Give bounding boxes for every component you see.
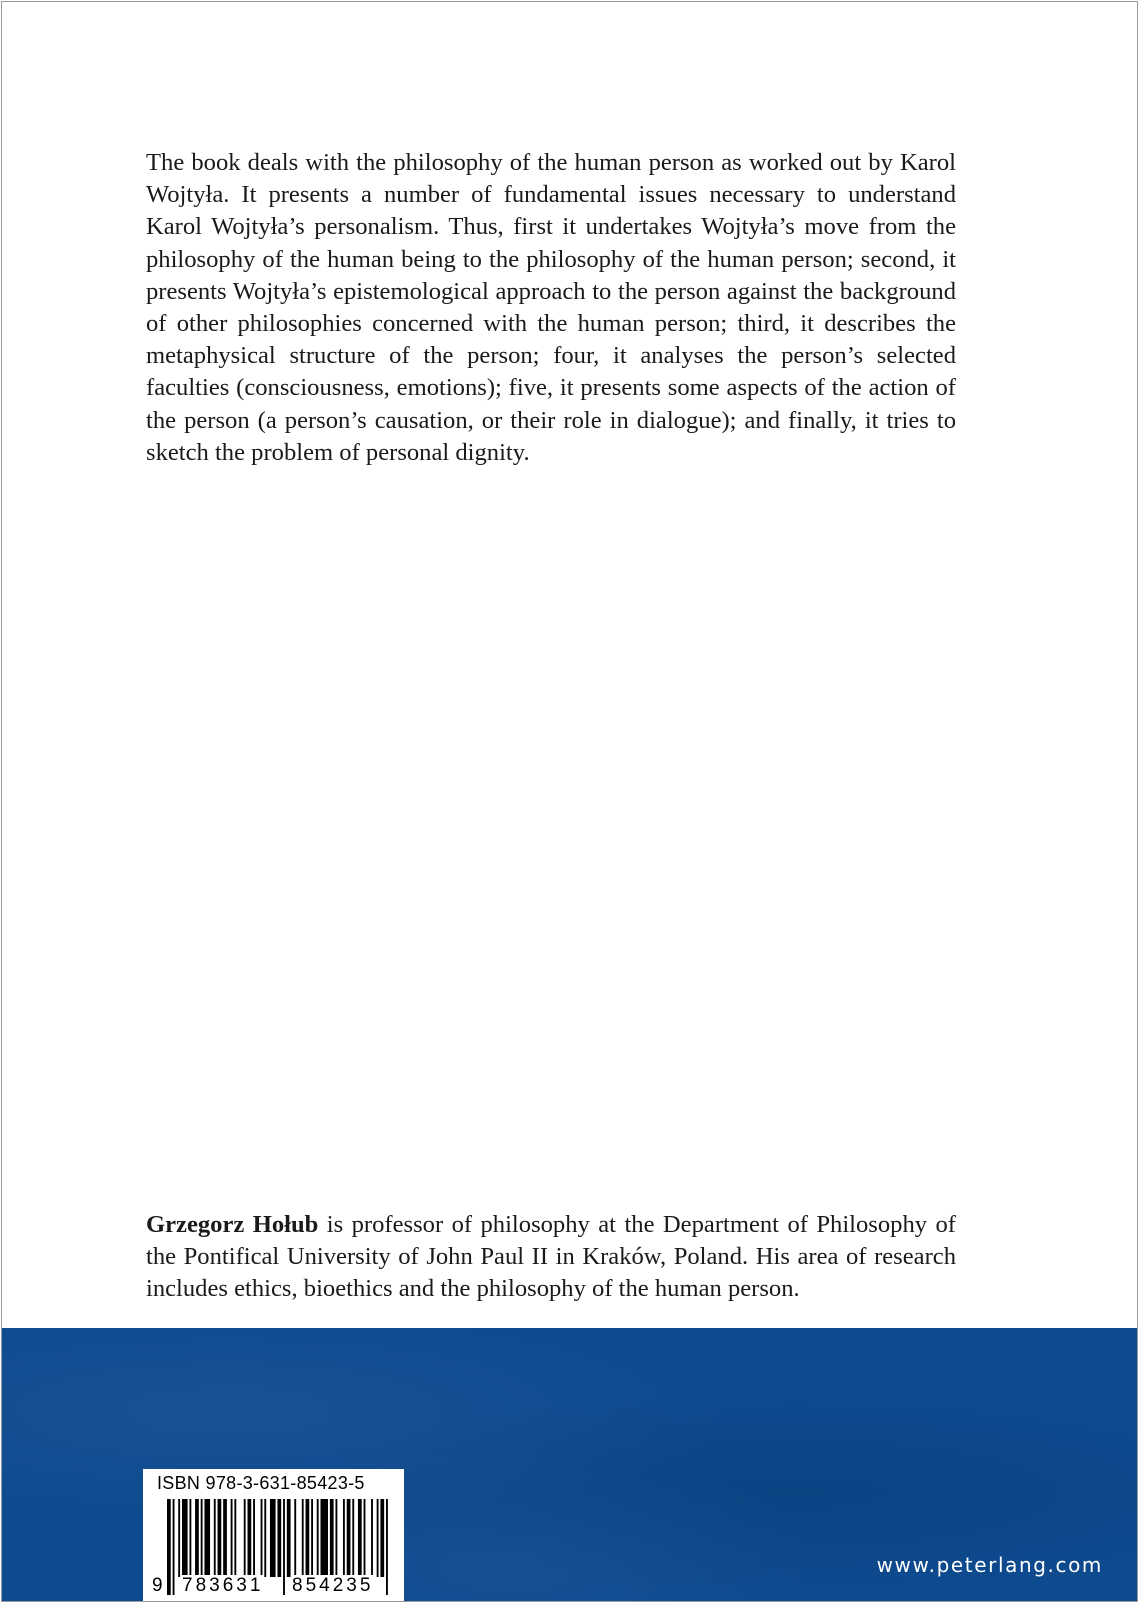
author-bio-text: is professor of philosophy at the Department of Philosophy of the Pontifical University of John Paul II in Kraków, Poland. His area of research includes ethics, bioethics and the philosophy of the human person. <box>146 1211 956 1303</box>
barcode-bar <box>253 1499 255 1577</box>
barcode-bar <box>231 1499 233 1577</box>
barcode-bar <box>377 1499 379 1577</box>
book-description: The book deals with the philosophy of the human person as worked out by Karol Wojtyła. It presents a number of fundamental issues necessary to understand Karol Wojtyła’s personalism. Thus, first it undertakes Wojtyła’s move from the philosophy of the human being to the philosophy of the human person; second, it presents Wojtyła’s epistemological approach to the person against the background of other philosophies concerned with the human person; third, it describes the metaphysical structure of the person; four, it analyses the person’s selected faculties (consciousness, emotions); five, it presents some aspects of the action of the person (a person’s causation, or their role in dialogue); and finally, it tries to sketch the problem of personal dignity. <box>146 149 956 466</box>
barcode-bar <box>261 1499 263 1577</box>
barcode-digits-right: 854235 <box>292 1575 374 1596</box>
barcode-bar <box>317 1499 319 1577</box>
barcode-bar <box>287 1499 291 1577</box>
barcode-bar <box>244 1499 246 1577</box>
barcode-bar <box>195 1499 199 1577</box>
back-cover <box>1 1 1138 1602</box>
barcode-bar <box>302 1499 304 1577</box>
barcode-bar <box>358 1499 362 1577</box>
barcode-bar <box>277 1499 281 1577</box>
publisher-website[interactable]: www.peterlang.com <box>876 1553 1103 1577</box>
barcode-bar <box>306 1499 310 1577</box>
barcode-bar <box>189 1499 191 1577</box>
barcode-bar <box>223 1499 227 1577</box>
barcode-bar <box>343 1499 345 1577</box>
barcode-bar <box>380 1499 384 1577</box>
barcode-bar <box>311 1499 313 1577</box>
barcode-bar <box>330 1499 334 1577</box>
barcode-bar <box>214 1499 216 1577</box>
isbn-barcode <box>143 1469 404 1602</box>
author-name: Grzegorz Hołub <box>146 1211 319 1238</box>
barcode-bar <box>248 1499 252 1577</box>
barcode-bar <box>201 1499 203 1577</box>
barcode-bar <box>218 1499 222 1577</box>
barcode-bar <box>234 1499 236 1577</box>
author-bio <box>146 1209 956 1306</box>
barcode-digits <box>143 1575 404 1599</box>
barcode-bar <box>321 1499 328 1577</box>
barcode-bar <box>264 1499 266 1577</box>
blue-footer-band <box>2 1328 1137 1602</box>
barcode-bar <box>335 1499 337 1577</box>
barcode-bar <box>347 1499 351 1577</box>
barcode-bar <box>270 1499 276 1577</box>
barcode-bar <box>294 1499 296 1577</box>
barcode-bar <box>204 1499 210 1577</box>
barcode-bar <box>371 1499 373 1577</box>
barcode-digits-left: 783631 <box>182 1575 264 1596</box>
barcode-bar <box>364 1499 366 1577</box>
barcode-bar <box>182 1499 188 1577</box>
isbn-label: ISBN 978-3-631-85423-5 <box>157 1473 365 1493</box>
barcode-digit-first: 9 <box>152 1575 163 1596</box>
barcode-bar <box>352 1499 354 1577</box>
barcode-bar <box>178 1499 180 1577</box>
